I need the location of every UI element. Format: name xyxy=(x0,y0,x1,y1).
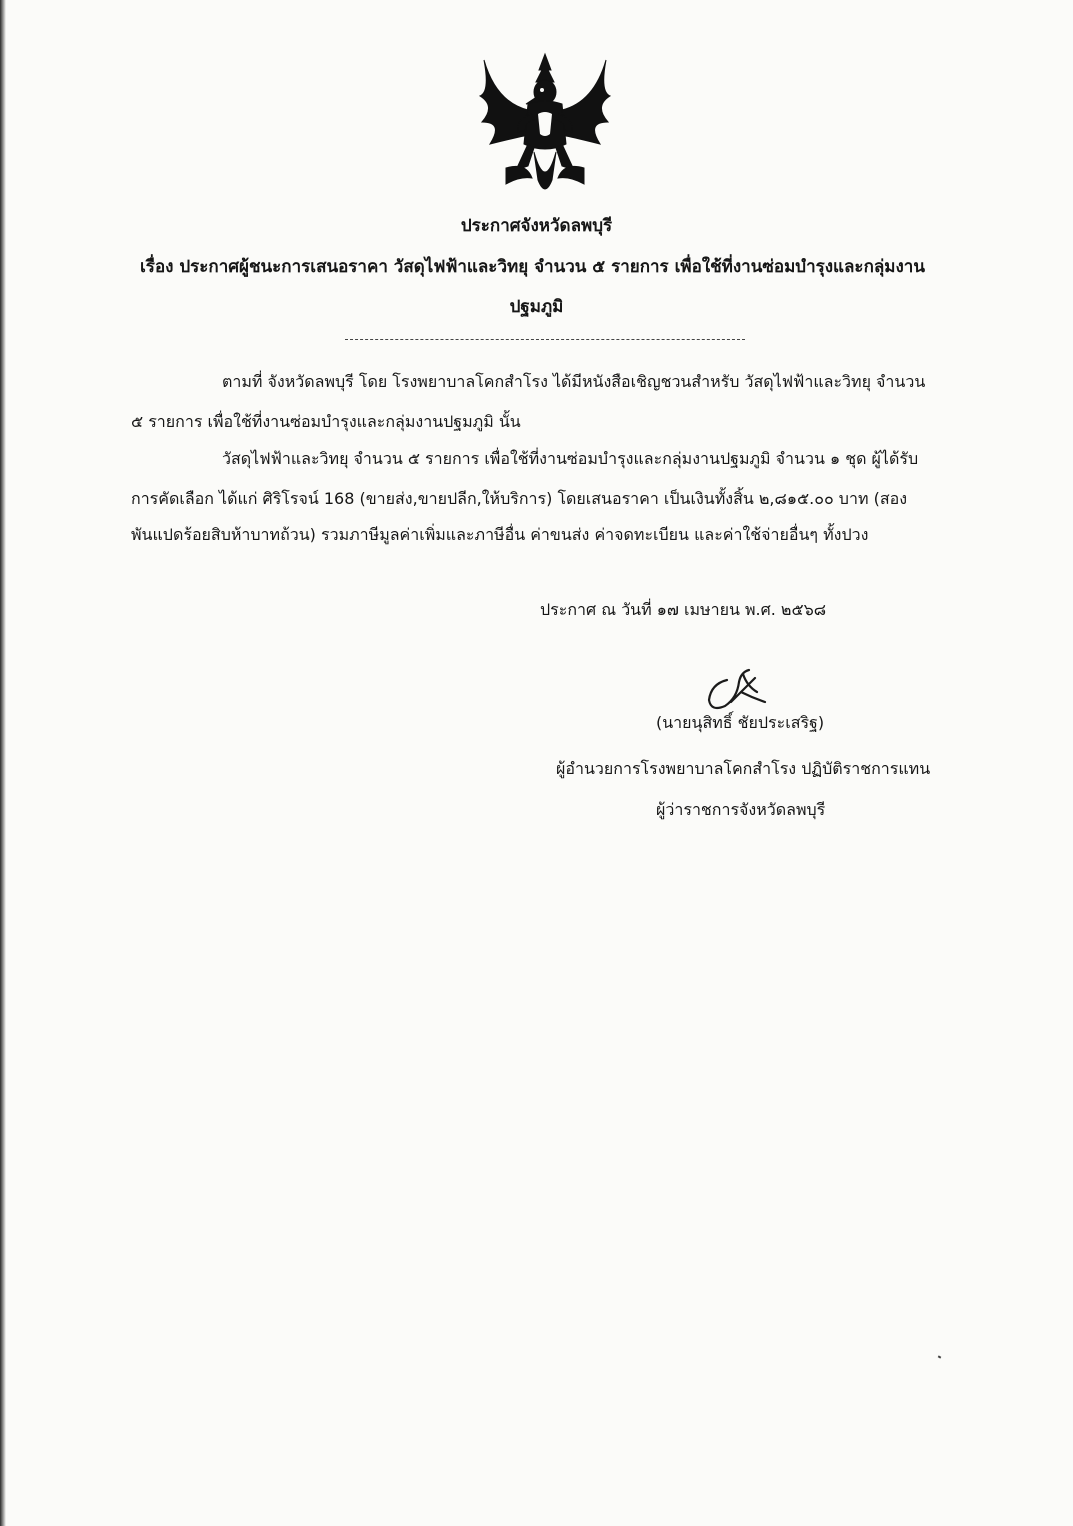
announcement-date: ประกาศ ณ วันที่ ๑๗ เมษายน พ.ศ. ๒๕๖๘ xyxy=(540,600,827,619)
paragraph-2-line-1: วัสดุไฟฟ้าและวิทยุ จำนวน ๕ รายการ เพื่อใช้ที่งานซ่อมบำรุงและกลุ่มงานปฐมภูมิ จำนวน ๑ ชุด ผู้ได้รับ xyxy=(222,449,919,468)
garuda-emblem-icon xyxy=(476,52,614,200)
signer-position-continued: ผู้ว่าราชการจังหวัดลพบุรี xyxy=(656,800,826,819)
scan-speck xyxy=(938,1355,942,1358)
paragraph-2-line-2: การคัดเลือก ได้แก่ ศิริโรจน์ 168 (ขายส่ง,ขายปลีก,ให้บริการ) โดยเสนอราคา เป็นเงินทั้งสิ้น ๒,๘๑๕.๐๐ บาท (สอง xyxy=(131,489,908,508)
subject-line: เรื่อง ประกาศผู้ชนะการเสนอราคา วัสดุไฟฟ้าและวิทยุ จำนวน ๕ รายการ เพื่อใช้ที่งานซ่อมบำรุงและกลุ่มงาน xyxy=(140,257,925,277)
subject-line-continued: ปฐมภูมิ xyxy=(509,297,564,317)
separator-line xyxy=(345,339,745,340)
document-title: ประกาศจังหวัดลพบุรี xyxy=(460,216,613,236)
paragraph-2-line-3: พันแปดร้อยสิบห้าบาทถ้วน) รวมภาษีมูลค่าเพิ่มและภาษีอื่น ค่าขนส่ง ค่าจดทะเบียน และค่าใช้จ่ายอื่นๆ ทั้งปวง xyxy=(131,525,869,544)
signer-position: ผู้อำนวยการโรงพยาบาลโคกสำโรง ปฏิบัติราชการแทน xyxy=(556,759,931,778)
paragraph-1-line-1: ตามที่ จังหวัดลพบุรี โดย โรงพยาบาลโคกสำโรง ได้มีหนังสือเชิญชวนสำหรับ วัสดุไฟฟ้าและวิทยุ จำนวน xyxy=(222,372,926,391)
paragraph-1-line-2: ๕ รายการ เพื่อใช้ที่งานซ่อมบำรุงและกลุ่มงานปฐมภูมิ นั้น xyxy=(131,412,521,431)
signer-name: (นายนุสิทธิ์ ชัยประเสริฐ) xyxy=(656,713,825,732)
